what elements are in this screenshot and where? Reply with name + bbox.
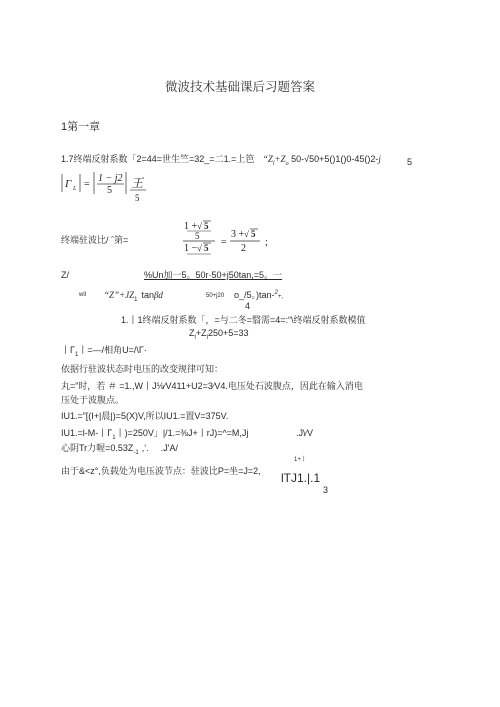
text-run: +, — [277, 294, 284, 300]
vswr-fraction-denominator: 3 — [323, 485, 329, 495]
text-run: 50-√50+5()1()0-45()2- — [291, 154, 379, 164]
sqrt-value: 5 — [204, 243, 209, 253]
paragraph-line: 压处于波腹点。 — [61, 395, 125, 405]
text-run: IU1.=l-M-丨Γ — [61, 428, 113, 438]
reflection-coefficient-line: 1.丨1终端反射系数「，=与二冬=翳需=4=:“\终端反射系数模值 — [121, 315, 366, 325]
fraction-denominator: 5 — [107, 185, 112, 196]
denominator-line: $Z_l+Z_l250+5=33$ — [189, 328, 249, 341]
text-run: tan — [141, 290, 154, 300]
magnitude-line: 丨$\Gamma_1$丨=—/相角U=/\Γ· — [61, 345, 147, 358]
text-run: Z/ — [61, 270, 69, 280]
wll-label: wll — [79, 292, 86, 298]
fraction-denominator-four: 4 — [245, 301, 251, 311]
chapter-heading: 1第一章 — [61, 121, 101, 133]
garbled-glyph: 王 — [131, 176, 144, 190]
tan-expression: o_/5。)tan-$^2$+, — [234, 290, 284, 300]
fraction-denominator: 2 — [241, 243, 246, 254]
paragraph-line: IU1.=l-M-丨$\Gamma_1$丨)=250V」|/1.=⅜J+丨rJ)=^=M,Jj — [61, 428, 249, 441]
text-run: βd — [153, 290, 163, 300]
text-run: j — [378, 154, 381, 164]
fraction-denominator: 5 — [135, 193, 140, 203]
fraction-numerator: 1 − j2 — [98, 173, 123, 184]
input-impedance-line: “$Z”+JZ_1$ tanβd — [104, 290, 163, 303]
page-title: 微波技术基础课后习题答案 — [165, 80, 316, 94]
paragraph-line: 由于&<z°,负载处为电压波节点：驻波比P=坐=J=2, — [61, 466, 261, 476]
paragraph-line-tail: .J\∕V — [296, 428, 314, 438]
equals-sign: = — [84, 179, 90, 190]
paragraph-line: 依据行驻波状态时电压的改变规律可知： — [61, 364, 224, 374]
paragraph-line: 心阴Tr力喔$=0.53Z_{-1}$ ,‘. .J'A/ — [61, 443, 179, 456]
text-run: 丨)=250V」|/1.=⅜J+丨rJ)=^=M,Jj — [115, 428, 249, 438]
sqrt-value: 5 — [204, 221, 209, 231]
sqrt-sign: √ — [244, 229, 249, 239]
text-run: “Z”+JZ — [104, 290, 135, 300]
vswr-fraction-numerator: lTJ1.|.1 — [281, 471, 321, 485]
paragraph-line: IU1.=”[(I+|晨|)=5(X)V,所以IU1.=置V=375V. — [61, 411, 229, 421]
text-run: ,‘. — [141, 443, 149, 453]
text-run: 丨=—/相角U=/\Γ· — [78, 345, 147, 355]
paragraph-line: 丸=”时，若 ＃ =1.,W丨J⅛∕V411+U2=3∕V4.电压处石波腹点，因此在输入消电 — [61, 381, 363, 391]
text-run: 丨Γ — [61, 345, 75, 355]
denominator-prefix: 1 − — [184, 243, 198, 254]
impedance-line — [61, 270, 69, 281]
page-marker-five: 5 — [407, 157, 413, 167]
sqrt-value: 5 — [251, 229, 256, 239]
text-run: Z — [189, 328, 195, 338]
equals-sign: = — [221, 237, 227, 248]
fraction-numerator: 3 + — [231, 229, 245, 240]
vswr-label: 终端驻波比/ ˆ第= — [61, 235, 129, 245]
inner-denominator: 5 — [195, 231, 200, 241]
gamma-symbol: Γ — [65, 178, 72, 190]
text-run: +Z — [195, 328, 207, 338]
impedance-calc: %Un加一5。50r·50+j50tan,=5。一 — [144, 270, 283, 280]
subscript-note: 50+j20 — [206, 293, 225, 299]
text-run: o_/5。)tan- — [234, 290, 275, 300]
text-run: 心阴Tr力喔=0.53Z — [61, 443, 134, 453]
text-run: 1.7终端反射系数「2=44=世生竺=32_=二1.=上笆 — [61, 154, 255, 164]
problem-1-7-reflection-line — [61, 154, 381, 168]
sqrt-sign: √ — [197, 221, 202, 231]
text-run: 250+5=33 — [207, 328, 249, 338]
numerator-prefix: 1 + — [184, 221, 198, 232]
gamma-subscript: L — [73, 186, 77, 192]
vswr-formula — [183, 218, 293, 262]
semicolon: ; — [265, 237, 268, 248]
text-run: .J'A/ — [160, 443, 179, 453]
gamma-magnitude-formula — [58, 168, 188, 208]
text-run: “$Z_l+Z_o$ — [262, 154, 289, 167]
sqrt-sign: √ — [197, 243, 202, 253]
superscript-note: 1+丨 — [294, 457, 307, 463]
